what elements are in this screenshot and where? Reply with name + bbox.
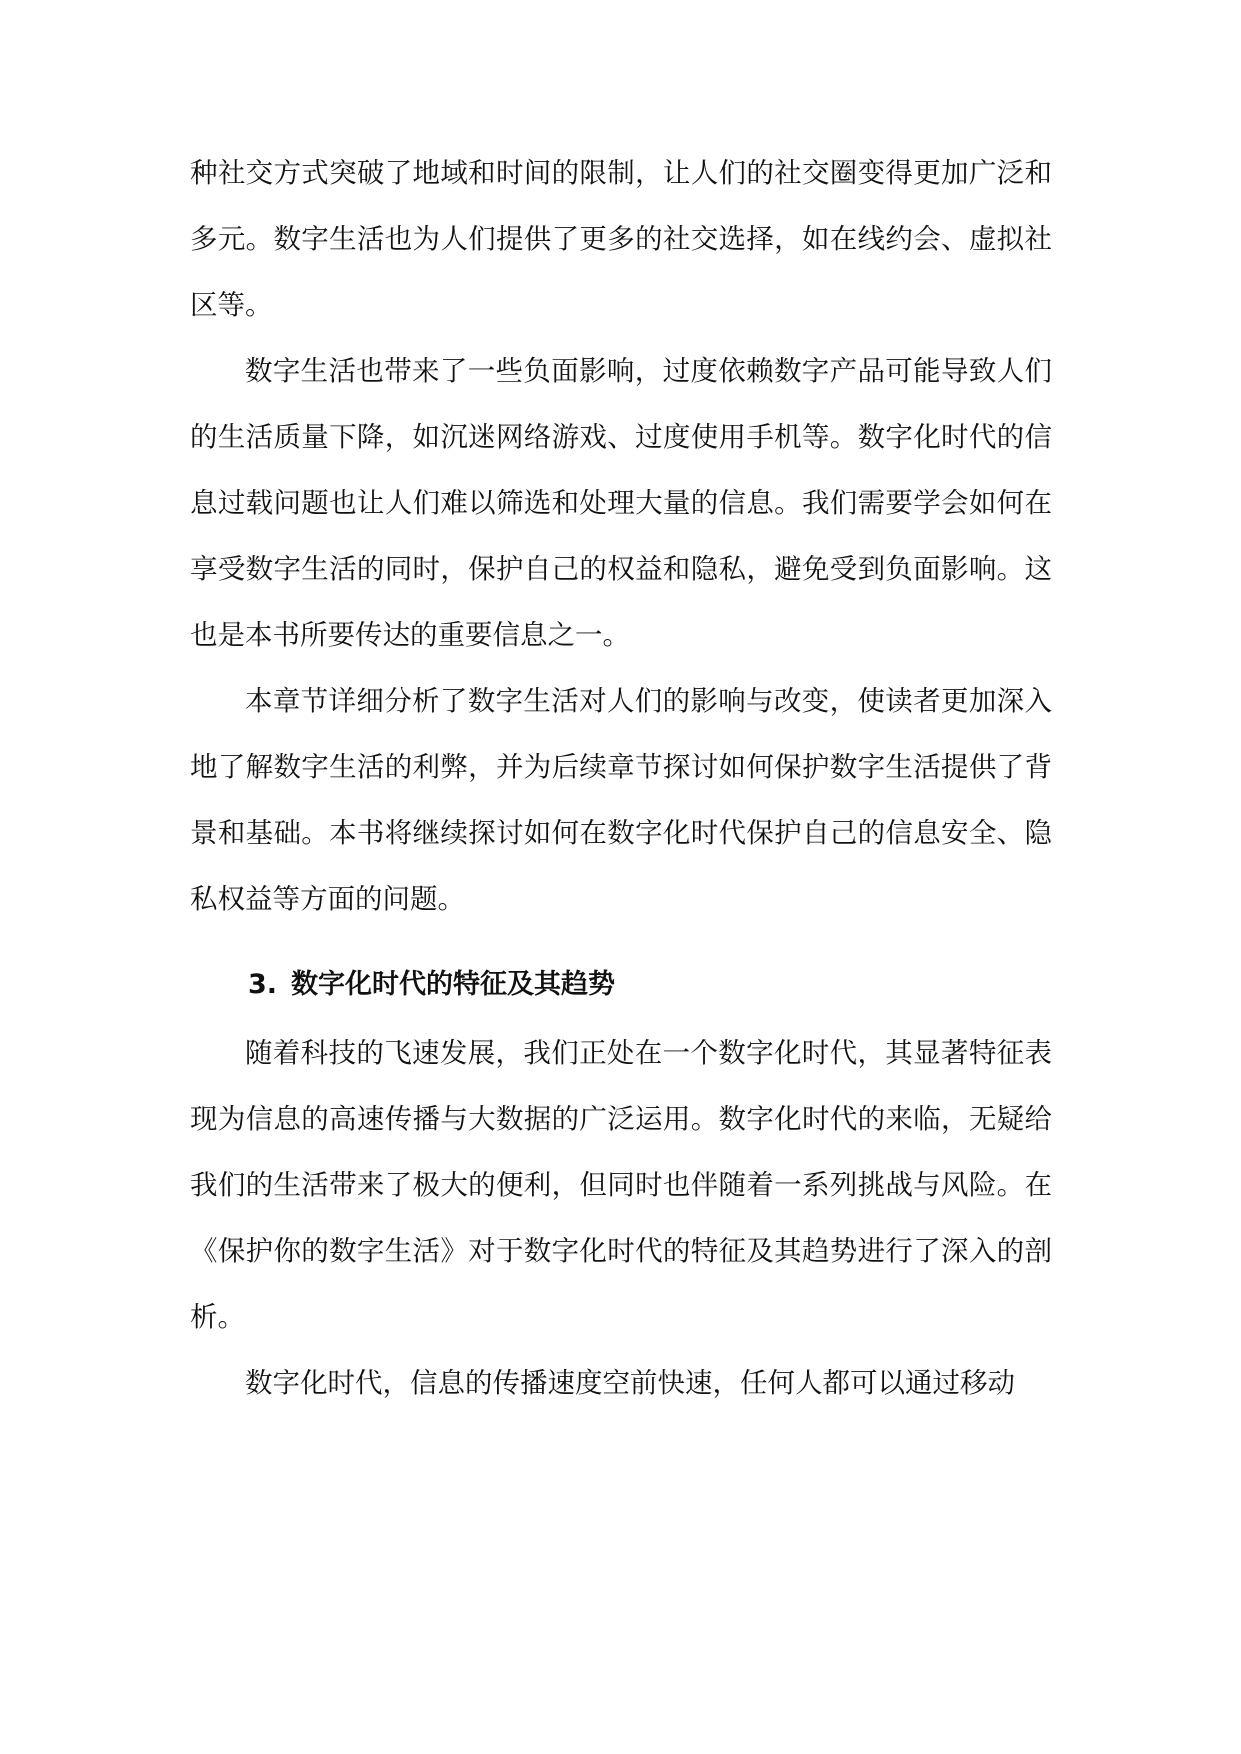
paragraph-continued: 种社交方式突破了地域和时间的限制，让人们的社交圈变得更加广泛和多元。数字生活也为人们提供了更多的社交选择，如在线约会、虚拟社区等。 — [190, 157, 1052, 321]
paragraph-digital-era-intro: 随着科技的飞速发展，我们正处在一个数字化时代，其显著特征表现为信息的高速传播与大数据的广泛运用。数字化时代的来临，无疑给我们的生活带来了极大的便利，但同时也伴随着一系列挑战与风险。在《保护你的数字生活》对于数字化时代的特征及其趋势进行了深入的剖析。 — [190, 1037, 1052, 1333]
section-number: 3. — [248, 969, 278, 1000]
section-heading — [190, 952, 1052, 1018]
paragraph-info-spread: 数字化时代，信息的传播速度空前快速，任何人都可以通过移动 — [245, 1367, 1015, 1399]
body-text — [190, 140, 1052, 1416]
paragraph-negative-effects: 数字生活也带来了一些负面影响，过度依赖数字产品可能导致人们的生活质量下降，如沉迷网络游戏、过度使用手机等。数字化时代的信息过载问题也让人们难以筛选和处理大量的信息。我们需要学会如何在享受数字生活的同时，保护自己的权益和隐私，避免受到负面影响。这也是本书所要传达的重要信息之一。 — [190, 355, 1052, 651]
section-title: 数字化时代的特征及其趋势 — [291, 969, 616, 1000]
paragraph-chapter-summary: 本章节详细分析了数字生活对人们的影响与改变，使读者更加深入地了解数字生活的利弊，并为后续章节探讨如何保护数字生活提供了背景和基础。本书将继续探讨如何在数字化时代保护自己的信息安全、隐私权益等方面的问题。 — [190, 685, 1052, 915]
